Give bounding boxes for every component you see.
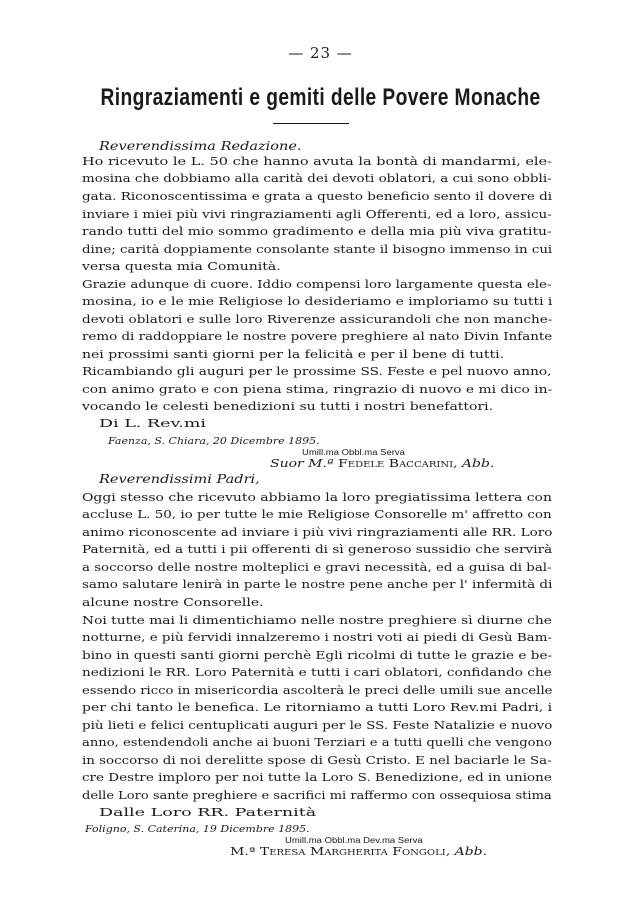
letter1-line: Ricambiando gli auguri per le prossime SS. Feste e pel nuovo anno,: [82, 365, 552, 379]
letter2-line: Paternità, ed a tutti i pii offerenti di sì generoso sussidio che servirà: [82, 543, 553, 557]
letter2-place-date: Foligno, S. Caterina, 19 Dicembre 1895.: [85, 823, 310, 835]
letter1-line: remo di raddoppiare le nostre povere preghiere al nato Divin Infante: [82, 330, 553, 344]
letter2-line: anno, estendendoli anche ai buoni Terziari e a tutti quelli che vengono: [82, 736, 552, 750]
letter1-sig-suffix: , Abb.: [453, 457, 495, 471]
letter2-line: bino in questi santi giorni perchè Egli ricolmi di tutte le grazie e be-: [82, 648, 553, 662]
letter2-line: in soccorso di noi derelitte spose di Gesù Cristo. E nel baciarle le Sa-: [82, 753, 552, 767]
letter1-line: con animo grato e con piena stima, ringrazio di nuovo e mi dico in-: [82, 382, 553, 397]
letter1-line: gata. Riconoscentissima e grata a questo beneficio sento il dovere di: [82, 190, 553, 204]
letter1-line: dine; carità doppiamente consolante stante il bisogno immenso in cui: [82, 242, 553, 256]
letter2-line: accluse L. 50, io per tutte le mie Religiose Consorelle m' affretto con: [82, 508, 552, 522]
letter1-line: versa questa mia Comunità.: [82, 260, 281, 274]
letter1-sig-prefix: Suor M.ª: [270, 457, 339, 471]
letter2-signature: [230, 845, 487, 859]
letter1-signature: [270, 457, 494, 471]
letter2-line: nedizioni le RR. Loro Paternità e tutti i cari oblatori, confidando che: [82, 666, 552, 680]
letter2-line: Noi tutte mai li dimentichiamo nelle nostre preghiere sì diurne che: [82, 613, 552, 627]
letter1-line: vocando le celesti benedizioni su tutti i nostri benefattori.: [82, 400, 494, 414]
letter1-line: nei prossimi santi giorni per la felicità e per il bene di tutti.: [82, 347, 505, 361]
letter1-line: mosina, io e le mie Religiose lo desideriamo e imploriamo su tutti i: [82, 295, 553, 309]
letter1-line: devoti oblatori e sulle loro Riverenze assicurandoli che non manche-: [82, 312, 553, 326]
page-number: — 23 —: [288, 44, 353, 62]
letter2-line: cre Destre imploro per noi tutte la Loro S. Benedizione, ed in unione: [82, 771, 552, 785]
letter2-sig-prefix: M.ª: [230, 845, 260, 859]
letter2-line: alcune nostre Consorelle.: [82, 596, 264, 610]
letter2-line: Oggi stesso che ricevuto abbiamo la loro pregiatissima lettera con: [82, 490, 552, 504]
letter1-place-date: Faenza, S. Chiara, 20 Dicembre 1895.: [108, 435, 320, 447]
letter2-closing: Umill.ma Obbl.ma Dev.ma Serva: [285, 836, 423, 846]
letter2-salutation: Reverendissimi Padri,: [99, 473, 260, 487]
letter1-line: rando tutti del mio sommo gradimento e della mia più viva gratitu-: [82, 225, 552, 239]
letter2-line: delle Loro sante preghiere e sacrifici mi raffermo con ossequiosa stima: [82, 788, 552, 803]
letter2-line: a soccorso delle nostre molteplici e gravi necessità, ed a guisa di bal-: [82, 560, 552, 575]
letter1-line: mosina che dobbiamo alla carità dei devoti oblatori, a cui sono obbli-: [82, 172, 552, 186]
letter1-line: Grazie adunque di cuore. Iddio compensi loro largamente questa ele-: [82, 277, 552, 291]
letter2-line: essendo ricco in misericordia ascolterà le preci delle umili sue ancelle: [82, 683, 553, 697]
letter2-line: Dalle Loro RR. Paternità: [99, 806, 317, 820]
letter2-line: notturne, e più fervidi innalzeremo i nostri voti ai piedi di Gesù Bam-: [82, 631, 552, 645]
letter1-line: inviare i miei più vivi ringraziamenti agli Offerenti, ed a loro, assicu-: [82, 207, 552, 221]
letter2-sig-suffix: , Abb.: [445, 845, 488, 859]
letter2-line: più lieti e felici centuplicati auguri per le SS. Feste Natalizie e nuovo: [82, 718, 553, 732]
letter1-line: Di L. Rev.mi: [99, 417, 207, 431]
letter1-line: Ho ricevuto le L. 50 che hanno avuta la bontà di mandarmi, ele-: [82, 154, 553, 169]
letter2-line: animo riconoscente ad inviare i più vivi ringraziamenti alle RR. Loro: [82, 525, 553, 539]
page-title: Ringraziamenti e gemiti delle Povere Monache: [100, 84, 541, 111]
letter1-salutation: Reverendissima Redazione.: [99, 140, 302, 154]
title-rule: [273, 123, 349, 124]
letter1-closing: Umill.ma Obbl.ma Serva: [302, 448, 405, 458]
letter2-line: per chi tanto le benefica. Le ritorniamo a tutti Loro Rev.mi Padri, i: [82, 701, 553, 715]
letter2-sig-name: Teresa Margherita Fongoli: [259, 845, 446, 859]
letter2-line: samo salutare lenirà in parte le nostre pene anche per l' infermità di: [82, 578, 553, 592]
letter1-sig-name: Fedele Baccarini: [338, 457, 454, 471]
